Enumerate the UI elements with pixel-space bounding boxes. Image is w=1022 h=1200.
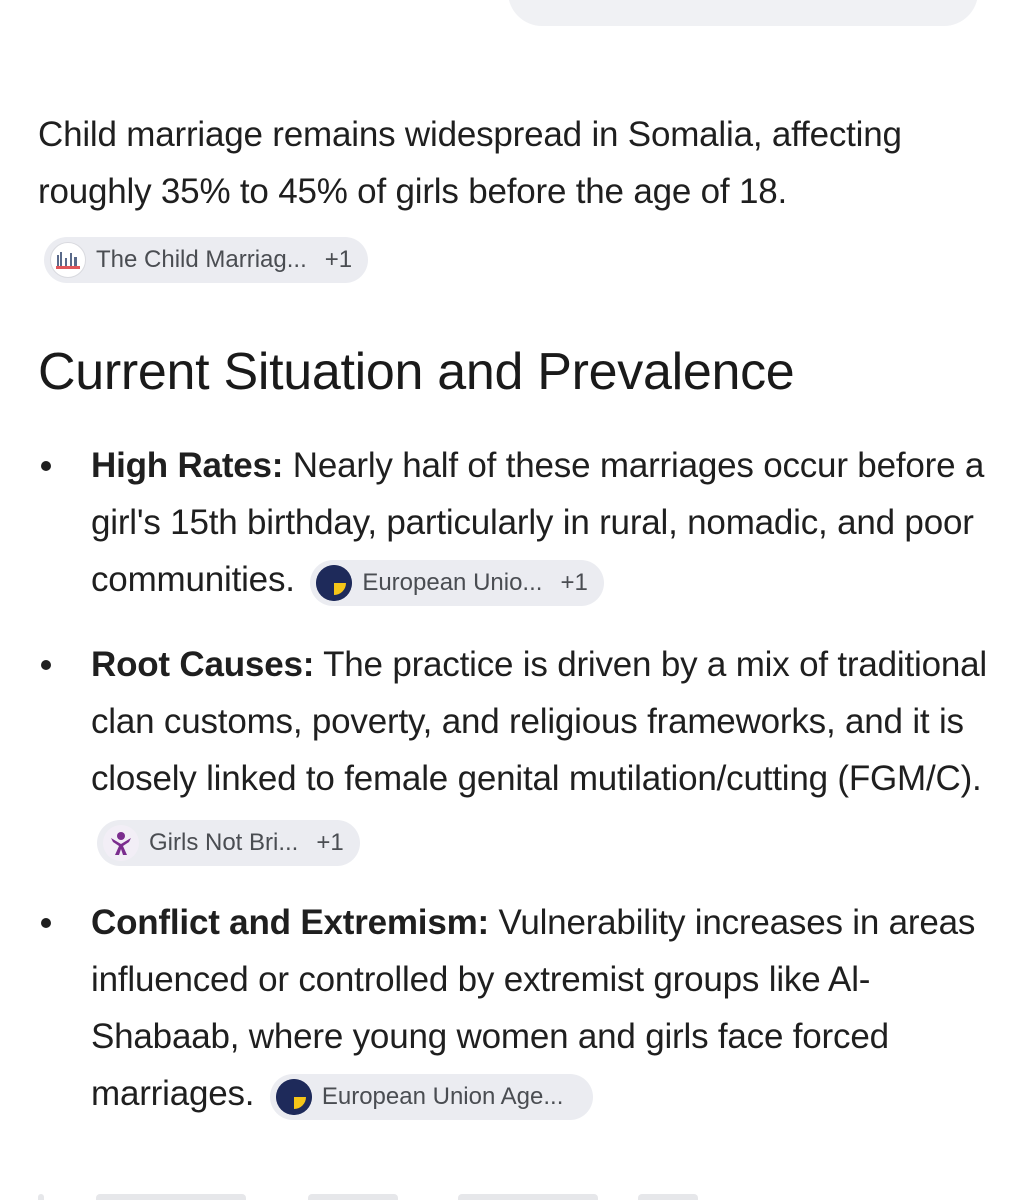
girls-not-brides-logo-icon [103, 825, 139, 861]
bullet-item-conflict-extremism [38, 894, 988, 1122]
eu-agency-logo-icon [276, 1079, 312, 1115]
intro-paragraph [38, 106, 988, 283]
citation-more-count: +1 [324, 246, 353, 273]
citation-more-count: +1 [316, 829, 344, 856]
bullet-title: High Rates: [91, 446, 284, 485]
citation-chip-child-marriage[interactable] [44, 237, 368, 283]
bullet-text: Nearly half of these marriages occur before a girl's 15th birthday, particularly in rural, nomadic, and poor communities. [91, 446, 985, 599]
skyline-logo-icon [50, 242, 86, 278]
citation-label: Girls Not Bri... [149, 829, 299, 856]
bullet-dot [41, 461, 51, 471]
bullet-list [38, 437, 988, 1122]
citation-label: European Unio... [362, 569, 543, 596]
bullet-item-root-causes [38, 636, 988, 866]
intro-text: Child marriage remains widespread in Somalia, affecting roughly 35% to 45% of girls before the age of 18. [38, 115, 902, 211]
eu-agency-logo-icon [316, 565, 352, 601]
citation-chip-european-union[interactable] [310, 560, 604, 606]
citation-more-count: +1 [560, 569, 588, 596]
bullet-title: Conflict and Extremism: [91, 903, 489, 942]
bullet-item-high-rates [38, 437, 988, 608]
citation-chip-girls-not-brides[interactable] [97, 820, 360, 866]
bullet-dot [41, 918, 51, 928]
citation-label: European Union Age... [321, 1083, 564, 1110]
bullet-text: Vulnerability increases in areas influenced or controlled by extremist groups like Al-Shabaab, where young women and girls face forced marriages. [91, 903, 976, 1113]
bullet-dot [41, 660, 51, 670]
bullet-title: Root Causes: [91, 645, 315, 684]
bullet-text: The practice is driven by a mix of traditional clan customs, poverty, and religious frameworks, and it is closely linked to female genital mutilation/cutting (FGM/C). [91, 645, 987, 798]
citation-label: The Child Marriag... [96, 246, 307, 273]
citation-chip-european-union-agency[interactable] [270, 1074, 594, 1120]
next-content-cutoff [38, 1188, 998, 1200]
answer-content [38, 106, 988, 1150]
section-heading: Current Situation and Prevalence [38, 343, 795, 401]
previous-message-bubble [508, 0, 978, 26]
